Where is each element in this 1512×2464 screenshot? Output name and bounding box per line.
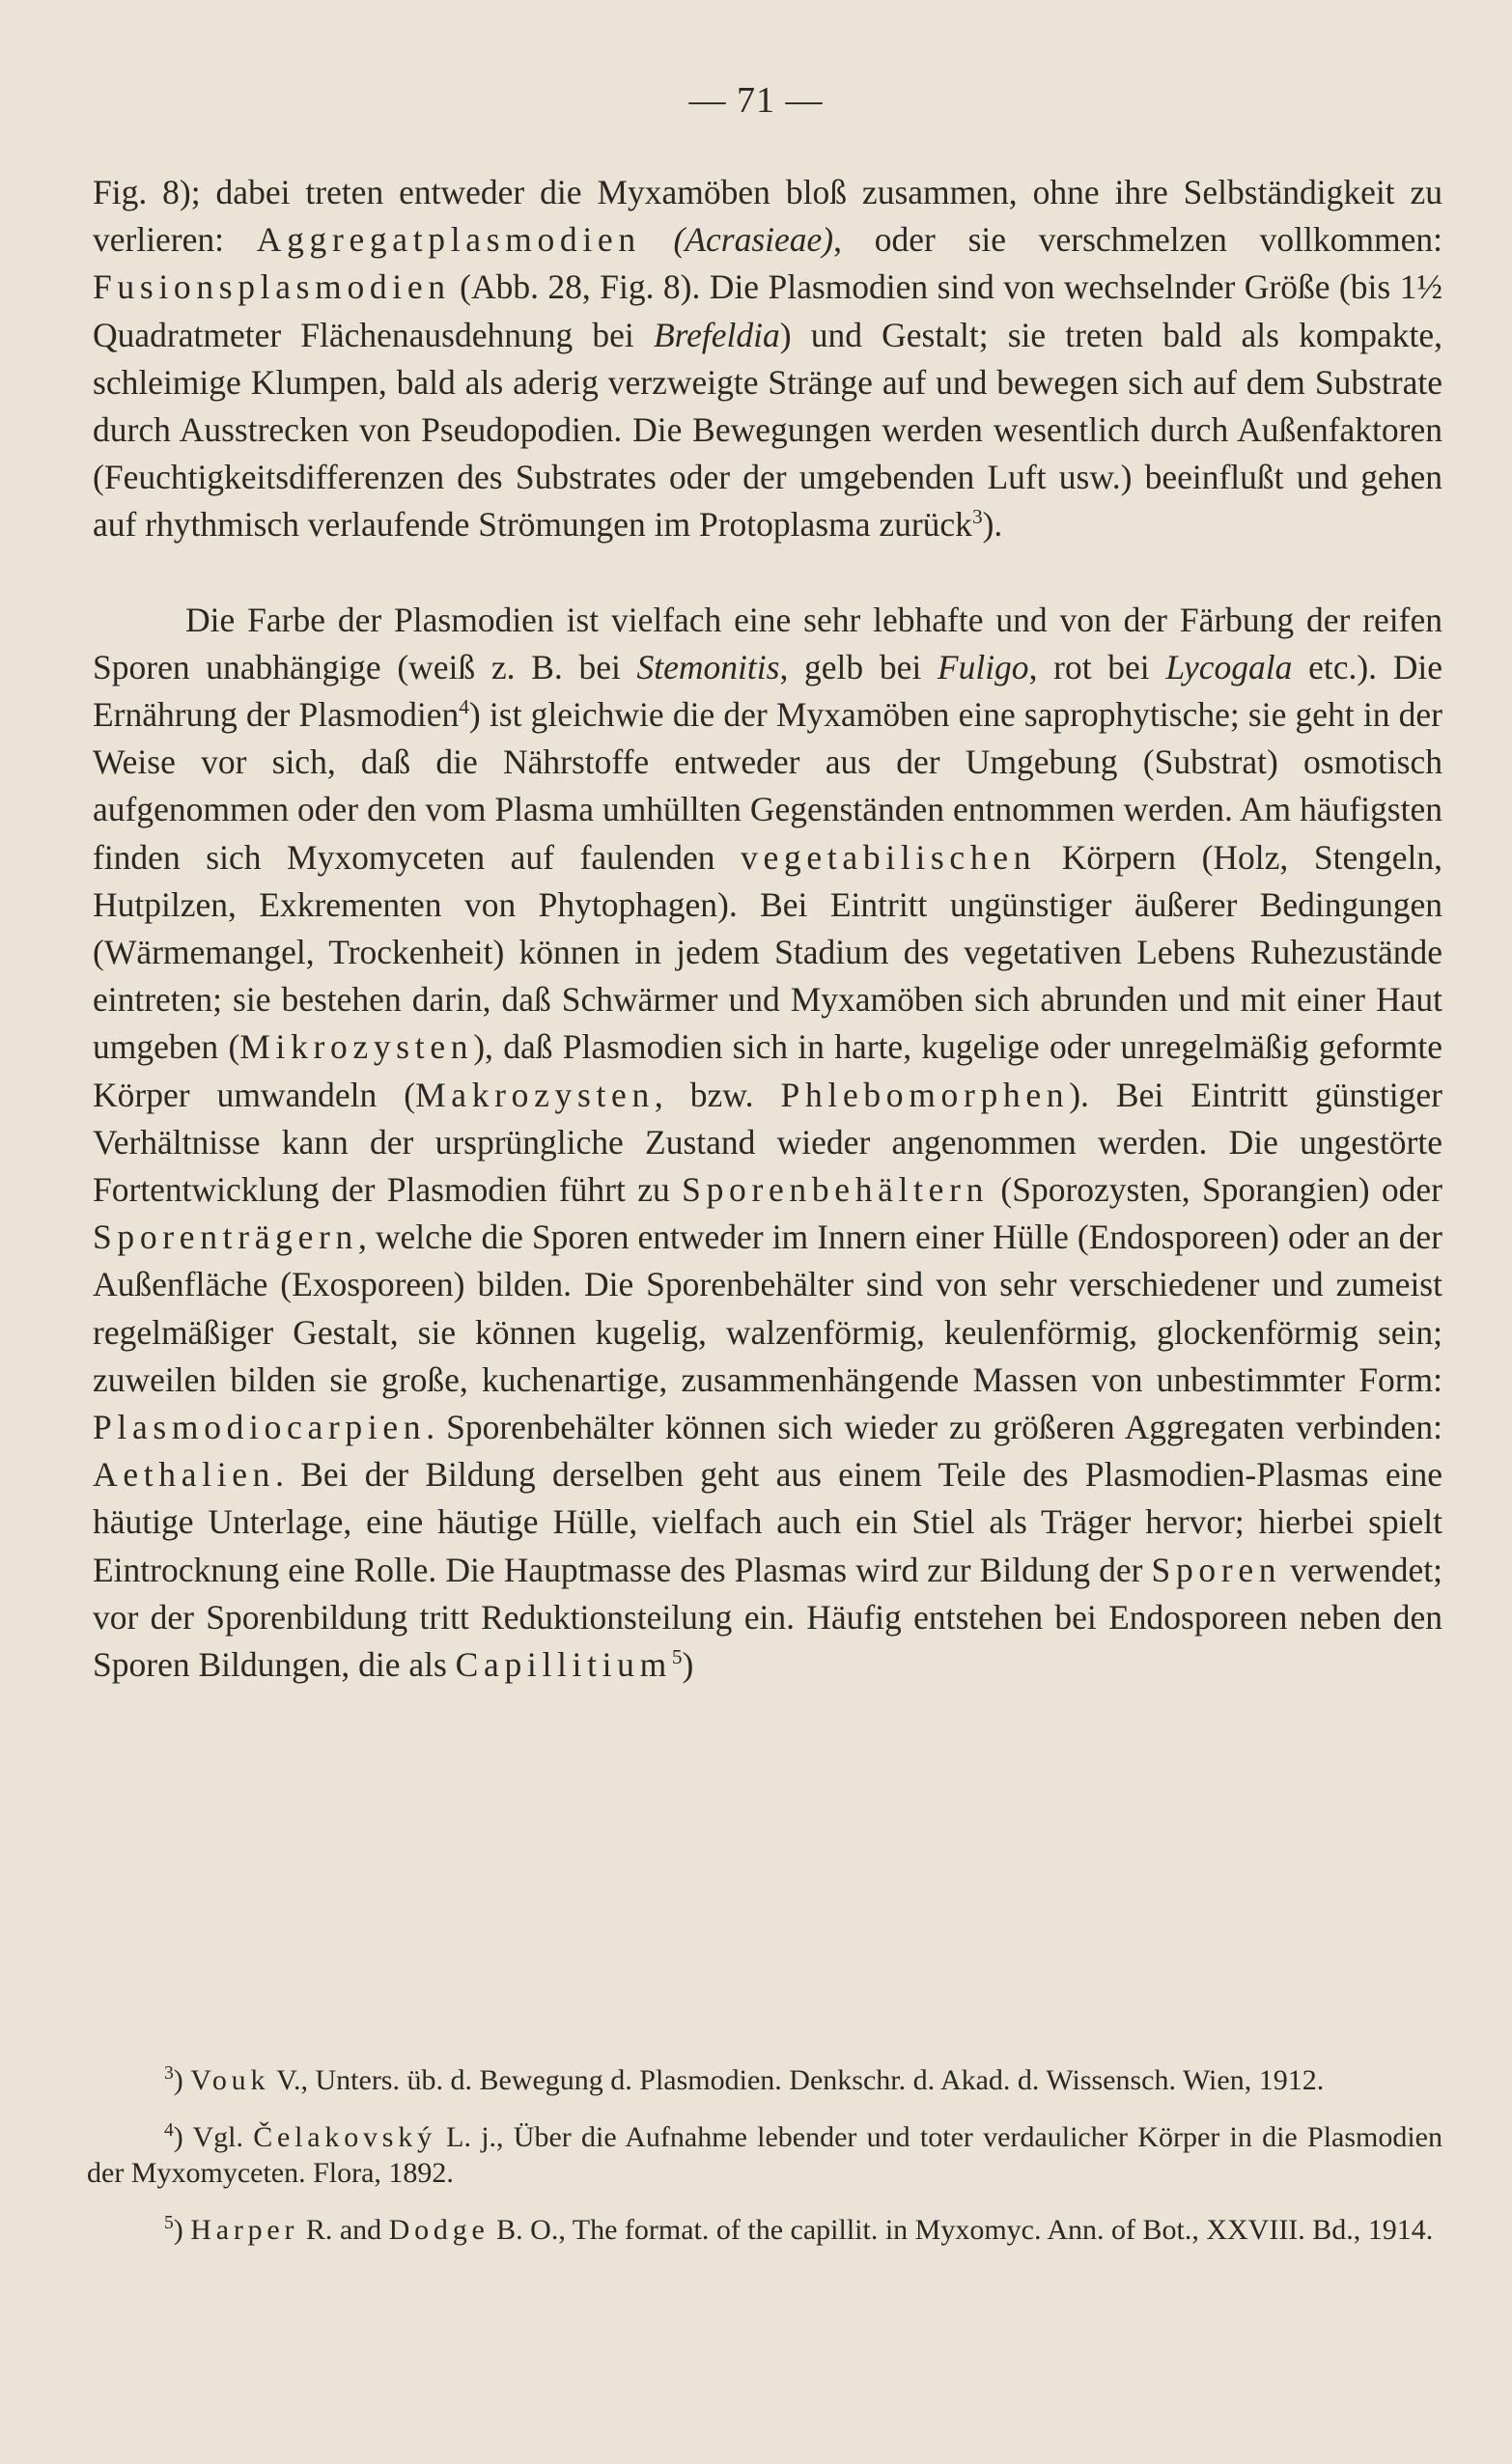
paragraph xyxy=(93,597,1442,1690)
footnote-marker: 3 xyxy=(164,2063,174,2084)
text-run: verwendet; vor der Sporenbildung tritt Reduktionsteilung ein. Häufig entstehen bei Endosporeen neben den Sporen Bildungen, die als xyxy=(93,1550,1442,1685)
footnote xyxy=(87,2212,1442,2248)
footnote-marker: 5 xyxy=(164,2213,174,2233)
text-run: ). xyxy=(982,505,1003,545)
text-run: (Sporozysten, Sporangien) oder xyxy=(989,1170,1443,1210)
text-run: etc.). Die Ernährung der Plasmodien xyxy=(93,647,1442,735)
text-run: Die Farbe der Plasmodien ist vielfach eine sehr lebhafte und von der Färbung der reifen Sporen unabhängige (weiß z. B. bei xyxy=(93,600,1442,686)
spaced-term: Aethalien xyxy=(93,1455,276,1495)
text-run: ) ist gleichwie die der Myxamöben eine saprophytische; sie geht in der Weise vor sich, daß die Nährstoffe entweder aus der Umgebung (Substrat) osmotisch aufgenommen oder den vom Plasma umhüllten Gegenständen entnommen werden. Am häufigsten finden sich Myxomyceten auf faulenden xyxy=(93,695,1443,877)
paragraph xyxy=(93,169,1442,549)
spaced-term: Sporenträgern xyxy=(93,1218,358,1257)
footnotes xyxy=(87,2062,1442,2269)
footnote-ref: 5 xyxy=(671,1645,683,1669)
footnote-marker-paren: ) xyxy=(173,2121,193,2153)
footnote-marker-paren: ) xyxy=(173,2214,191,2246)
text-run: , rot bei xyxy=(1028,647,1166,686)
italic-term: (Acrasieae) xyxy=(673,220,834,260)
spaced-term: Makrozysten xyxy=(415,1075,655,1114)
text-run: V., Unters. üb. d. Bewegung d. Plasmodien. Denkschr. d. Akad. d. Wissensch. Wien, 1912. xyxy=(269,2064,1325,2096)
text-run: (Abb. 28, Fig. 8). Die Plasmodien sind von wechselnder Größe (bis 1½ Quadratmeter Flächenausdehnung bei xyxy=(93,267,1442,354)
footnote-marker-paren: ) xyxy=(173,2064,191,2096)
spaced-term: Čelakovský xyxy=(253,2121,436,2153)
text-run: ) xyxy=(682,1645,694,1685)
spaced-term: vegetabilischen xyxy=(741,837,1037,877)
text-run: L. j., Über die Aufnahme lebender und toter verdaulicher Körper in die Plasmodien der Myxomyceten. Flora, 1892. xyxy=(87,2121,1442,2189)
text-run: ) und Gestalt; sie treten bald als kompakte, schleimige Klumpen, bald als aderig verzweigte Stränge auf und bewegen sich auf dem Substrate durch Ausstrecken von Pseudopodien. Die Bewegungen werden wesentlich durch Außenfaktoren (Feuchtigkeitsdifferenzen des Substrates oder der umgebenden Luft usw.) beeinflußt und gehen auf rhythmisch verlaufende Strömungen im Protoplasma zurück xyxy=(93,315,1442,545)
text-run: , welche die Sporen entweder im Innern einer Hülle (Endosporeen) oder an der Außenfläche (Exosporeen) bilden. Die Sporenbehälter sind von sehr verschiedener und zumeist regelmäßiger Gestalt, sie können kugelig, walzenförmig, keulenförmig, glockenförmig sein; zuweilen bilden sie große, kuchenartige, zusammenhängende Massen von unbestimmter Form: xyxy=(93,1218,1442,1399)
spaced-term: Sporen xyxy=(1151,1550,1282,1589)
italic-term: Lycogala xyxy=(1165,647,1293,686)
spaced-term: Vouk xyxy=(190,2064,270,2096)
spaced-term: Fusionsplasmodien xyxy=(93,267,451,307)
text-run: B. O., The format. of the capillit. in Myxomyc. Ann. of Bot., XXVIII. Bd., 1914. xyxy=(489,2214,1434,2246)
spaced-term: Plasmodiocarpien xyxy=(93,1408,427,1447)
text-run xyxy=(641,220,674,259)
text-run: , oder sie verschmelzen vollkommen: xyxy=(833,220,1443,260)
text-run: , gelb bei xyxy=(779,647,938,686)
spaced-term: Capillitium xyxy=(455,1645,672,1685)
spaced-term: Harper xyxy=(190,2214,299,2246)
text-run: Fig. 8); dabei treten entweder die Myxamöben bloß zusammen, ohne ihre Selbständigkeit zu verlieren: xyxy=(93,173,1442,260)
text-run: ). Bei Eintritt günstiger Verhältnisse kann der ursprüngliche Zustand wieder angenommen werden. Die ungestörte Fortentwicklung der Plasmodien führt zu xyxy=(93,1075,1442,1210)
italic-term: Fuligo xyxy=(937,647,1029,686)
spaced-term: Phlebomorphen xyxy=(780,1075,1070,1114)
text-run: ), daß Plasmodien sich in harte, kugelige oder unregelmäßig geformte Körper umwandeln ( xyxy=(93,1027,1442,1114)
footnote xyxy=(87,2062,1442,2098)
page-number: — 71 — xyxy=(688,80,824,121)
footnote xyxy=(87,2119,1442,2191)
footnote-marker: 4 xyxy=(164,2120,174,2141)
italic-term: Stemonitis xyxy=(636,647,780,686)
spaced-term: Mikrozysten xyxy=(239,1027,474,1067)
text-run: . Bei der Bildung derselben geht aus einem Teile des Plasmodien-Plasmas eine häutige Unterlage, eine häutige Hülle, vielfach auch ein Stiel als Träger hervor; hierbei spielt Eintrocknung eine Rolle. Die Hauptmasse des Plasmas wird zur Bildung der xyxy=(93,1455,1442,1589)
text-run: Vgl. xyxy=(192,2121,254,2153)
spaced-term: Dodge xyxy=(388,2214,490,2246)
text-run: . Sporenbehälter können sich wieder zu größeren Aggregaten verbinden: xyxy=(426,1408,1442,1447)
text-run: , bzw. xyxy=(654,1075,781,1114)
text-run: R. and xyxy=(298,2214,389,2246)
spaced-term: Aggregatplasmodien xyxy=(256,220,641,260)
footnote-ref: 3 xyxy=(971,505,983,529)
text-run: Körpern (Holz, Stengeln, Hutpilzen, Exkrementen von Phytophagen). Bei Eintritt ungünstiger äußerer Bedingungen (Wärmemangel, Trockenheit) können in jedem Stadium des vegetativen Lebens Ruhezustände eintreten; sie bestehen darin, daß Schwärmer und Myxamöben sich abrunden und mit einer Haut umgeben ( xyxy=(93,837,1442,1067)
spaced-term: Sporenbehältern xyxy=(682,1170,990,1210)
italic-term: Brefeldia xyxy=(653,315,780,354)
body-text xyxy=(93,169,1442,1689)
footnote-ref: 4 xyxy=(459,695,469,719)
